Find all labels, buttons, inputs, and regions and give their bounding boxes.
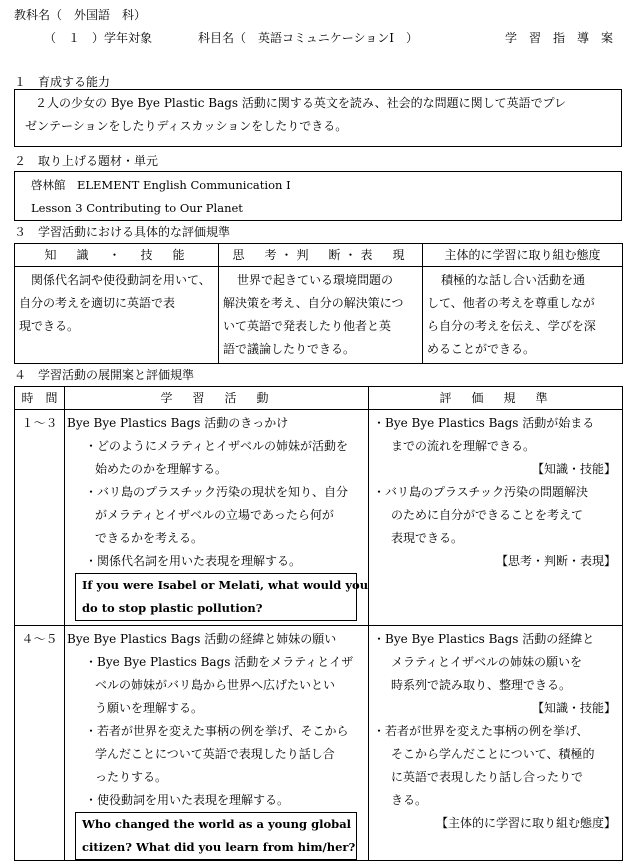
grade-label: （ １ ）学年対象 bbox=[44, 31, 153, 45]
criteria-cell-attitude bbox=[423, 267, 623, 364]
eval-tag: 【知識・技能】 bbox=[531, 462, 616, 476]
material-box bbox=[14, 171, 622, 221]
eval-line: ・Bye Bye Plastics Bags 活動が始まる bbox=[373, 416, 595, 430]
section-2-heading: ２ 取り上げる題材・単元 bbox=[14, 154, 159, 168]
activity-line: ・関係代名詞を用いた表現を理解する。 bbox=[85, 554, 302, 568]
criteria-cell-knowledge bbox=[15, 267, 219, 364]
criteria-text: 解決策を考え、自分の解決策につ bbox=[223, 296, 404, 310]
subject-label: 教科名（ 外国語 科） bbox=[14, 8, 147, 22]
section-1-heading: １ 育成する能力 bbox=[14, 75, 111, 89]
criteria-text: 積極的な話し合い活動を通 bbox=[441, 273, 586, 287]
time-text: １～３ bbox=[21, 416, 58, 430]
eval-tag: 【主体的に学習に取り組む態度】 bbox=[435, 816, 616, 830]
eval-line: に英語で表現したり話し合ったりで bbox=[391, 770, 584, 784]
plan-time bbox=[15, 410, 65, 626]
plan-header-time: 時 間 bbox=[15, 387, 65, 410]
criteria-header: 主体的に学習に取り組む態度 bbox=[423, 244, 623, 267]
question-box bbox=[75, 812, 357, 860]
criteria-text: いて英語で発表したり他者と英 bbox=[223, 319, 392, 333]
eval-tag: 【思考・判断・表現】 bbox=[495, 554, 616, 568]
plan-header-criteria: 評 価 規 準 bbox=[369, 387, 623, 410]
activity-line: ・使役動詞を用いた表現を理解する。 bbox=[85, 793, 290, 807]
activity-line: ったりする。 bbox=[95, 770, 168, 784]
activity-line: 学んだことについて英語で表現したり話し合 bbox=[95, 747, 335, 761]
activity-line: ・どのようにメラティとイザベルの姉妹が活動を bbox=[85, 439, 349, 453]
eval-line: 表現できる。 bbox=[391, 531, 464, 545]
eval-line: きる。 bbox=[391, 793, 428, 807]
time-text: ４～５ bbox=[21, 632, 58, 646]
criteria-text: 関係代名詞や使役動詞を用いて、自分の考えを適切に英語で表 bbox=[19, 273, 211, 310]
activity-line: ベルの姉妹がバリ島から世界へ広げたいとい bbox=[95, 678, 336, 692]
question-line: Who changed the world as a young global bbox=[82, 817, 352, 831]
activity-line: がメラティとイザベルの立場であったら何が bbox=[95, 508, 334, 522]
plan-eval bbox=[369, 626, 623, 861]
activity-title: Bye Bye Plastics Bags 活動の経緯と姉妹の願い bbox=[67, 632, 337, 646]
plan-row bbox=[15, 626, 623, 861]
ability-line: ２人の少女の Bye Bye Plastic Bags 活動に関する英文を読み、社会的な問題に関して英語でプレ bbox=[35, 96, 567, 110]
criteria-cell-thinking bbox=[219, 267, 423, 364]
activity-title: Bye Bye Plastics Bags 活動のきっかけ bbox=[67, 416, 289, 430]
ability-line: ゼンテーションをしたりディスカッションをしたりできる。 bbox=[25, 119, 348, 133]
section-3-heading: ３ 学習活動における具体的な評価規準 bbox=[14, 225, 231, 239]
question-box bbox=[75, 573, 369, 621]
criteria-text: 語で議論したりできる。 bbox=[223, 342, 356, 356]
activity-line: ・Bye Bye Plastics Bags 活動をメラティとイザ bbox=[85, 655, 354, 669]
eval-line: メラティとイザベルの姉妹の願いを bbox=[391, 655, 583, 669]
criteria-header: 思 考・判 断・表 現 bbox=[219, 244, 423, 267]
plan-table bbox=[14, 386, 623, 861]
criteria-text: 現できる。 bbox=[19, 319, 80, 333]
plan-activity bbox=[65, 626, 369, 861]
course-label: 科目名（ 英語コミュニケーションⅠ ） bbox=[198, 31, 419, 45]
eval-line: 時系列で読み取り、整理できる。 bbox=[391, 678, 572, 692]
plan-activity bbox=[65, 410, 369, 626]
question-line: If you were Isabel or Melati, what would you bbox=[82, 578, 369, 592]
activity-line: できるかを考える。 bbox=[95, 531, 204, 545]
criteria-text: 世界で起きている環境問題の bbox=[237, 273, 394, 287]
ability-box bbox=[14, 89, 622, 147]
criteria-text: めることができる。 bbox=[427, 342, 536, 356]
activity-line: う願いを理解する。 bbox=[95, 701, 204, 715]
section-4-heading: ４ 学習活動の展開案と評価規準 bbox=[14, 368, 195, 382]
plan-row bbox=[15, 410, 623, 626]
question-line: citizen? What did you learn from him/her? bbox=[82, 840, 356, 854]
criteria-header: 知 識 ・ 技 能 bbox=[15, 244, 219, 267]
material-line: 啓林館 ELEMENT English Communication I bbox=[31, 178, 291, 192]
activity-line: ・バリ島のプラスチック汚染の現状を知り、自分 bbox=[85, 485, 349, 499]
eval-line: のために自分ができることを考えて bbox=[391, 508, 584, 522]
criteria-table bbox=[14, 243, 623, 364]
eval-line: ・バリ島のプラスチック汚染の問題解決 bbox=[373, 485, 589, 499]
plan-header-activity: 学 習 活 動 bbox=[65, 387, 369, 410]
eval-line: ・若者が世界を変えた事柄の例を挙げ、 bbox=[373, 724, 589, 738]
criteria-text: ら自分の考えを伝え、学びを深 bbox=[427, 319, 596, 333]
eval-line: までの流れを理解できる。 bbox=[391, 439, 536, 453]
eval-line: そこから学んだことについて、積極的 bbox=[391, 747, 595, 761]
plan-time bbox=[15, 626, 65, 861]
question-line: do to stop plastic pollution? bbox=[82, 601, 263, 615]
plan-eval bbox=[369, 410, 623, 626]
doc-type-label: 学 習 指 導 案 bbox=[505, 31, 614, 45]
eval-line: ・Bye Bye Plastics Bags 活動の経緯と bbox=[373, 632, 595, 646]
material-line: Lesson 3 Contributing to Our Planet bbox=[31, 201, 243, 215]
activity-line: ・若者が世界を変えた事柄の例を挙げ、そこから bbox=[85, 724, 349, 738]
activity-line: 始めたのかを理解する。 bbox=[95, 462, 228, 476]
criteria-text: して、他者の考えを尊重しなが bbox=[427, 296, 595, 310]
eval-tag: 【知識・技能】 bbox=[531, 701, 616, 715]
